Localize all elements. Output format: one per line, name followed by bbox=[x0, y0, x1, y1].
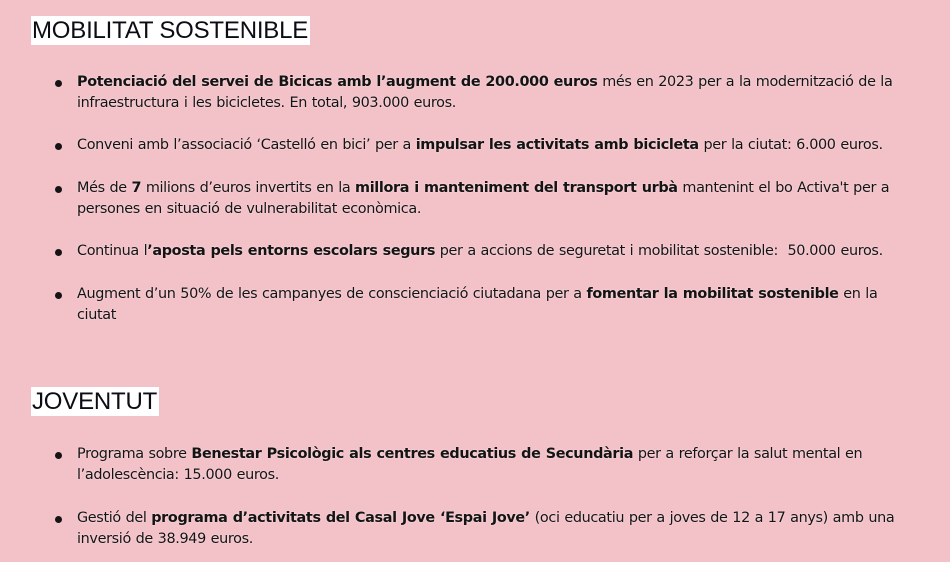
text: milions d’euros invertits en la bbox=[141, 180, 356, 196]
bold-text: Benestar Psicològic als centres educatius de Secundària bbox=[191, 446, 634, 462]
mobilitat-sostenible-list bbox=[0, 72, 950, 326]
bullet-icon bbox=[55, 452, 62, 459]
text: Gestió del bbox=[77, 510, 152, 526]
bullet-icon bbox=[55, 80, 62, 87]
list-item bbox=[0, 178, 950, 220]
list-item bbox=[0, 444, 950, 486]
bullet-icon bbox=[55, 143, 62, 150]
text: Continua l bbox=[77, 243, 148, 259]
list-item bbox=[0, 72, 950, 114]
bold-text: Potenciació del servei de Bicicas amb l’augment de 200.000 euros bbox=[77, 74, 598, 90]
bold-text: millora i manteniment del transport urbà bbox=[355, 180, 678, 196]
text: per la ciutat: 6.000 euros. bbox=[698, 137, 883, 153]
list-item bbox=[0, 241, 950, 262]
text: en la ciutat bbox=[77, 286, 878, 323]
bullet-icon bbox=[55, 249, 62, 256]
text: Més de bbox=[77, 180, 132, 196]
bold-text: fomentar la mobilitat sostenible bbox=[586, 286, 839, 302]
section-heading-joventut: JOVENTUT bbox=[32, 388, 158, 415]
list-item bbox=[0, 284, 950, 326]
text: per a reforçar la salut mental en l’adolescència: 15.000 euros. bbox=[77, 446, 863, 483]
bold-text: 7 bbox=[131, 180, 142, 196]
bold-text: impulsar les activitats amb bicicleta bbox=[415, 137, 699, 153]
text: més en 2023 per a la modernització de la infraestructura i les bicicletes. En total, 903.000 euros. bbox=[77, 74, 893, 111]
section-heading-mobilitat-sostenible: MOBILITAT SOSTENIBLE bbox=[32, 17, 309, 44]
text: Programa sobre bbox=[77, 446, 192, 462]
bullet-icon bbox=[55, 292, 62, 299]
text: Augment d’un 50% de les campanyes de conscienciació ciutadana per a bbox=[77, 286, 587, 302]
bold-text: ’aposta pels entorns escolars segurs bbox=[147, 243, 436, 259]
text: mantenint el bo Activa't per a persones en situació de vulnerabilitat econòmica. bbox=[77, 180, 890, 217]
list-item bbox=[0, 135, 950, 156]
text: per a accions de seguretat i mobilitat sostenible: 50.000 euros. bbox=[435, 243, 883, 259]
bullet-icon bbox=[55, 186, 62, 193]
bullet-icon bbox=[55, 516, 62, 523]
list-item bbox=[0, 508, 950, 550]
text: (oci educatiu per a joves de 12 a 17 anys) amb una inversió de 38.949 euros. bbox=[77, 510, 895, 547]
joventut-list bbox=[0, 444, 950, 550]
text: Conveni amb l’associació ‘Castelló en bici’ per a bbox=[77, 137, 416, 153]
bold-text: programa d’activitats del Casal Jove ‘Espai Jove’ bbox=[151, 510, 530, 526]
